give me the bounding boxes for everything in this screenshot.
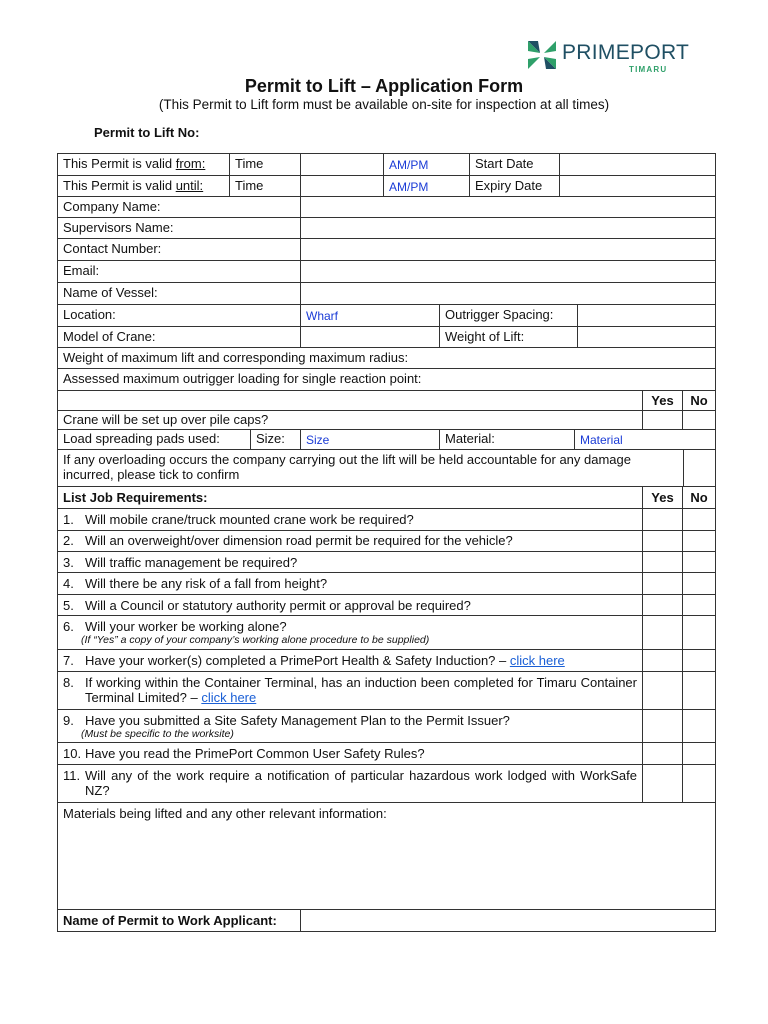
weight-lift-label: Weight of Lift: [439,326,578,348]
req-1-yes-checkbox[interactable] [642,508,683,531]
valid-until-time-input[interactable] [300,175,384,197]
req-7-no-checkbox[interactable] [682,649,716,672]
start-date-label: Start Date [469,153,560,176]
vessel-name-input[interactable] [300,282,716,305]
overloading-statement: If any overloading occurs the company carrying out the lift will be held accountable for any damage incurred, please tick to confirm [57,449,684,487]
requirement-item: 10. Have you read the PrimePort Common User Safety Rules? [57,742,643,765]
requirement-item: 3. Will traffic management be required? [57,551,643,573]
req-3-no-checkbox[interactable] [682,551,716,573]
location-label: Location: [57,304,301,327]
requirement-item: 11. Will any of the work require a notification of particular hazardous work lodged with WorkSafe NZ? [57,764,643,803]
req-yes-header: Yes [642,486,683,509]
valid-until-time-label: Time [229,175,301,197]
pad-size-field[interactable]: Size [300,429,440,450]
req-8-no-checkbox[interactable] [682,671,716,710]
weight-lift-input[interactable] [577,326,716,348]
terminal-click-here-link[interactable]: click here [201,690,257,705]
applicant-name-label: Name of Permit to Work Applicant: [57,909,301,932]
req-1-no-checkbox[interactable] [682,508,716,531]
pad-material-field[interactable]: Material [574,429,716,450]
valid-until-label: This Permit is valid until: [57,175,230,197]
materials-info-textarea[interactable]: Materials being lifted and any other relevant information: [57,802,716,910]
requirement-item: 8. If working within the Container Terminal, has an induction been completed for Timaru Container Terminal Limited? – click here [57,671,643,710]
pile-caps-label: Crane will be set up over pile caps? [57,410,643,430]
brand-name: PRIMEPORT [562,41,690,64]
supervisors-name-input[interactable] [300,217,716,239]
req-2-no-checkbox[interactable] [682,530,716,552]
req-no-header: No [682,486,716,509]
page-title: Permit to Lift – Application Form [244,76,524,96]
requirements-heading: List Job Requirements: [57,486,643,509]
outrigger-spacing-input[interactable] [577,304,716,327]
email-label: Email: [57,260,301,283]
pad-size-label: Size: [250,429,301,450]
req-6-yes-checkbox[interactable] [642,615,683,650]
induction-click-here-link[interactable]: click here [509,653,565,668]
valid-from-time-label: Time [229,153,301,176]
req-10-yes-checkbox[interactable] [642,742,683,765]
requirement-item: 5. Will a Council or statutory authority permit or approval be required? [57,594,643,616]
brand-subtitle: TIMARU [629,65,668,74]
requirement-item: 1. Will mobile crane/truck mounted crane work be required? [57,508,643,531]
vessel-name-label: Name of Vessel: [57,282,301,305]
expiry-date-label: Expiry Date [469,175,560,197]
req-4-no-checkbox[interactable] [682,572,716,595]
req-3-yes-checkbox[interactable] [642,551,683,573]
company-name-label: Company Name: [57,196,301,218]
max-lift-field[interactable]: Weight of maximum lift and corresponding maximum radius: [57,347,716,369]
yes-header: Yes [642,390,683,411]
pile-caps-no-checkbox[interactable] [682,410,716,430]
req-2-yes-checkbox[interactable] [642,530,683,552]
contact-number-label: Contact Number: [57,238,301,261]
req-5-no-checkbox[interactable] [682,594,716,616]
valid-from-ampm-field[interactable]: AM/PM [383,153,470,176]
req-4-yes-checkbox[interactable] [642,572,683,595]
model-crane-input[interactable] [300,326,440,348]
req-10-no-checkbox[interactable] [682,742,716,765]
req-11-yes-checkbox[interactable] [642,764,683,803]
req-7-yes-checkbox[interactable] [642,649,683,672]
outrigger-loading-field[interactable]: Assessed maximum outrigger loading for single reaction point: [57,368,716,391]
valid-until-ampm-field[interactable]: AM/PM [383,175,470,197]
outrigger-spacing-label: Outrigger Spacing: [439,304,578,327]
req-5-yes-checkbox[interactable] [642,594,683,616]
company-name-input[interactable] [300,196,716,218]
requirement-item: 4. Will there be any risk of a fall from height? [57,572,643,595]
page-subtitle: (This Permit to Lift form must be available on-site for inspection at all times) [158,97,610,112]
yes-no-spacer [57,390,643,411]
start-date-input[interactable] [559,153,716,176]
email-input[interactable] [300,260,716,283]
requirement-item: 9. Have you submitted a Site Safety Management Plan to the Permit Issuer? (Must be specific to the worksite) [57,709,643,743]
expiry-date-input[interactable] [559,175,716,197]
no-header: No [682,390,716,411]
requirement-item: 7. Have your worker(s) completed a PrimePort Health & Safety Induction? – click here [57,649,643,672]
model-crane-label: Model of Crane: [57,326,301,348]
req-9-no-checkbox[interactable] [682,709,716,743]
applicant-name-input[interactable] [300,909,716,932]
requirement-note: (Must be specific to the worksite) [81,728,234,740]
load-pads-label: Load spreading pads used: [57,429,251,450]
pile-caps-yes-checkbox[interactable] [642,410,683,430]
contact-number-input[interactable] [300,238,716,261]
valid-from-label: This Permit is valid from: [57,153,230,176]
requirement-note: (If “Yes” a copy of your company’s working alone procedure to be supplied) [81,634,430,646]
overloading-confirm-checkbox[interactable] [683,449,716,487]
req-11-no-checkbox[interactable] [682,764,716,803]
req-9-yes-checkbox[interactable] [642,709,683,743]
req-8-yes-checkbox[interactable] [642,671,683,710]
location-wharf-field[interactable]: Wharf [300,304,440,327]
supervisors-name-label: Supervisors Name: [57,217,301,239]
requirement-item: 6. Will your worker be working alone? (If “Yes” a copy of your company’s working alone procedure to be supplied) [57,615,643,650]
requirement-item: 2. Will an overweight/over dimension road permit be required for the vehicle? [57,530,643,552]
valid-from-time-input[interactable] [300,153,384,176]
req-6-no-checkbox[interactable] [682,615,716,650]
pad-material-label: Material: [439,429,575,450]
permit-no-label: Permit to Lift No: [94,125,200,140]
